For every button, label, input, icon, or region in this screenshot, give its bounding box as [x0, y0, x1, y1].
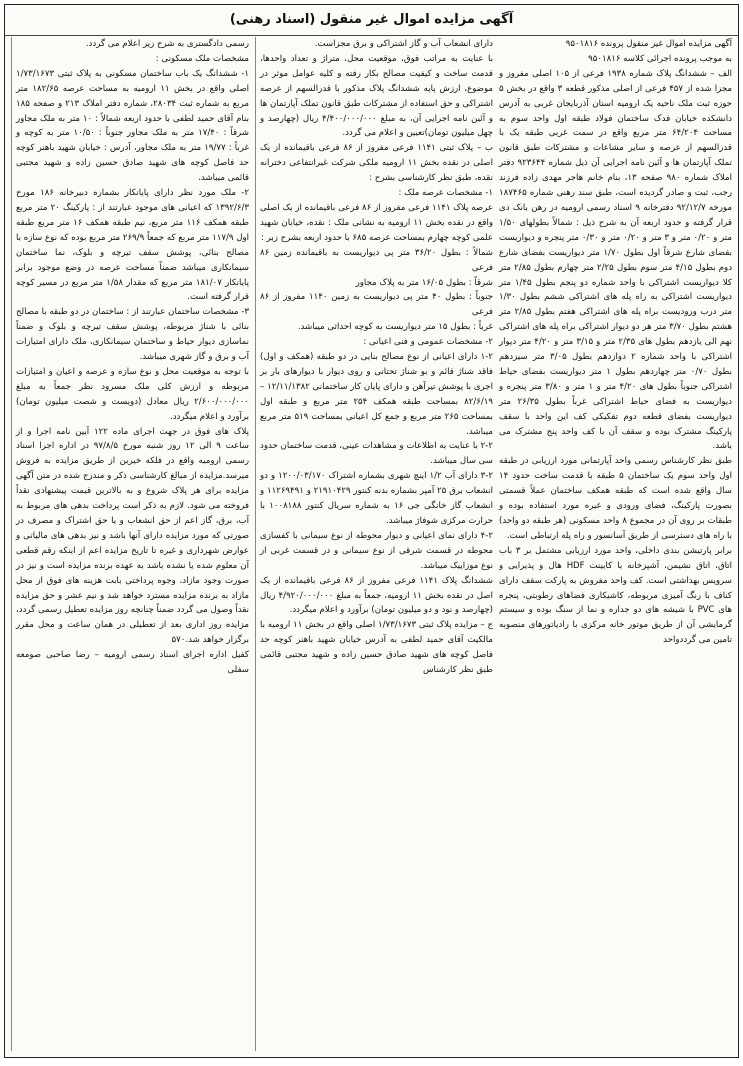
column-right: آگهی مزایده اموال غیر منقول پرونده ۹۵۰۱۸۱۶ به موجب پرونده اجرائی کلاسه ۹۵۰۱۸۱۶ الف – ششدانگ پلاک شماره ۱۹۳۸ فرعی از ۱۰۵ اصلی مفروز و مجزا شده از ۴۵۷ فرعی از اصلی مذکور قطعه ۳ واقع در بخش ۵ حوزه ثبت ملک ناحیه یک ارومیه استان آذربایجان غربی به آدرس دانشکده خیابان فدک ساختمان فولاد طبقه اول واحد سوم به مساحت ۶۴/۲۰۴ متر مربع واقع در سمت غربی طبقه یک با قدرالسهم از عرصه و سایر مشاعات و مشترکات طبق قانون تملک آپارتمان ها و آئین نامه اجرایی آن ذیل شماره ۹۲۳۶۴۴ دفتر املاک شماره ۹۸۰ صفحه ۱۳، بنام خانم هاجر مهدی زاده فرزند رجب، ثبت و صادر گردیده است، طبق سند رهنی شماره ۱۸۷۴۶۵ مورخه ۹۲/۱۲/۷ دفترخانه ۹ اسناد رسمی ارومیه در رهن بانک دی قرار گرفته و حدود اربعه آن به شرح ذیل : شمالاً بطولهای ۱/۵۰ متر و ۰/۲۰ متر و ۳ متر و ۰/۲۰ متر و ۰/۳۰ متر پنجره و دیواریست بفضای شارع شرقاً اول بطول ۱/۷۰ متر دیواریست بفضای شارع دوم بطول ۴/۱۵ متر سوم بطول ۲/۲۵ متر چهارم بطول ۲/۸۵ متر کلا دیواریست اشتراکی با واحد شماره دو پنجم بطول ۱/۴۵ متر دیواریست اشتراکی به راه پله های اشتراکی ششم بطول ۱/۳۰ متر درب ورودیست براه پله های اشتراکی هفتم بطول ۲/۸۵ متر هشتم بطول ۳/۷۰ متر هر دو دیوار اشتراکی براه پله های اشتراکی نهم الی یازدهم بطول های ۲/۳۵ متر و ۳/۱۵ متر و ۴/۲۰ متر دیوار اشتراکی با واحد شماره ۲ دوازدهم بطول ۳/۰۵ متر سیزدهم بطول ۰/۷۰ متر چهاردهم بطول ۱ متر دیواریست بفضای حیاط اشتراکی جنوباً بطول های ۴/۲۰ متر و ۱ متر و ۳/۸۰ متر پنجره و دیواریست به فضای حیاط اشتراکی غرباً بطول ۲۶/۳۵ متر دیواریست بفضای قطعه دوم تفکیکی کف این واحد با سقف پارکینگ مشترک بوده و سقف آن با کف واحد پنج مشترک می باشد. طبق نظر کارشناس رسمی واحد آپارتمانی مورد ارزیابی در طبقه اول واحد سوم یک ساختمان ۵ طبقه با قدمت ساخت حدود ۱۴ سال واقع شده است که طبقه همکف ساختمان عملاً قسمتی بصورت پارکینگ، فضای ورودی و غیره مورد استفاده بوده و طبقات بر روی آن در مجموع ۸ واحد مسکونی (هر طبقه دو واحد) با راه های دسترسی از طریق آسانسور و راه پله ارتباطی است. برابر پارتیشن بندی داخلی، واحد مورد ارزیابی مشتمل بر ۳ باب اتاق، اتاق نشیمن، آشپزخانه با کابینت HDF هال و پذیرایی و سرویس بهداشتی است. کف واحد مفروش به پارکت سقف دارای کناف با رنگ آمیزی مربوطه، کاشیکاری فضاهای رطوبتی، پنجره های PVC با شیشه های دو جداره و نما از سنگ بوده و سیستم گرمایشی آن از طریق موتور خانه مرکزی با رادیاتورهای منصوبه تامین می گرددواحد	[499, 39, 733, 646]
notice-page	[4, 4, 739, 1058]
column-left: رسمی دادگستری به شرح زیر اعلام می گردد. مشخصات ملک مسکونی : ۱- ششدانگ یک باب ساختمان مسکونی به پلاک ثبتی ۱/۷۳/۱۶۷۳ اصلی واقع در بخش ۱۱ ارومیه به مساحت عرصه ۱۸۲/۶۵ متر مربع به شماره ثبت ۲۸۰۳۴، شماره دفتر املاک ۲۱۳ و صفحه ۱۸۵ بنام آقای حمید لطفی با حدود اربعه شمالاً : ۱۰ متر به ملک مجاور شرقاً : ۱۷/۴۰ متر به ملک مجاور جنوباً : ۱۰/۵۰ متر به کوچه و غرباً : ۱۹/۷۷ متر به ملک مجاور، آدرس : خیابان شهید باهنر کوچه حد فاصل کوچه های شهید صادق حسین زاده و شهید مجتبی قائمی میباشد. ۲- ملک مورد نظر دارای پایانکار بشماره دبیرخانه ۱۸۶ مورخ ۱۳۹۲/۶/۳ که اعیانی های موجود عبارتند از : پارکینگ ۲۰ متر مربع طبقه همکف ۱۱۶ متر مربع، نیم طبقه همکف ۱۶ متر مربع طبقه اول ۱۱۷/۹ متر مربع که جمعاً ۲۶۹/۹ متر مربع بوده که نوع سازه با مصالح بنائی، پوشش سقف تیرچه و بلوک، نما ساختمان سیمانکاری میباشد ضمناً مساحت عرصه در وضع موجود برابر پایانکار ۱۸۱/۰۷ متر مربع که مقدار ۱/۵۸ متر مربع در مسیر کوچه قرار گرفته است. ۳- مشخصات ساختمان عبارتند از : ساختمان در دو طبقه با مصالح بنائی با شناژ مربوطه، پوشش سقف تیرچه و بلوک و ضمناً نماسازی دیوار حیاط و ساختمان سیمانکاری، ملک دارای امتیازات آب و برق و گاز شهری میباشد. با توجه به موقعیت محل و نوع سازه و عرصه و اعیان و امتیازات مربوطه و ارزش کلی ملک مسرود نظر جمعاً به مبلغ ۲/۶۰۰/۰۰۰/۰۰۰ ریال معادل (دویست و شصت میلیون تومان) برآورد و اعلام میگردد. پلاک های فوق در جهت اجرای ماده ۱۲۲ آیین نامه اجرا و از ساعت ۹ الی ۱۲ روز شنبه مورخ ۹۷/۸/۵ در اداره اجرا اسناد رسمی ارومیه واقع در فلکه خیرین از طریق مزایده به فروش میرسد.مزایده از مبالغ کارشناسی ذکر و مندرج شده در متن آگهی مزایده برای هر پلاک شروع و به بالاترین قیمت پیشنهادی نقداً فروخته می شود. لازم به ذکر است پرداخت بدهی های مربوط به آب، برق، گاز اعم از حق انشعاب و یا حق اشتراک و مصرف در صورتی که مورد مزایده دارای آنها باشد و نیز بدهی های مالیاتی و عوارض شهرداری و غیره تا تاریخ مزایده اعم از اینکه رقم قطعی آن معلوم شده یا نشده باشد به عهده برنده مزایده است و نیز در صورت وجود مازاد، وجوه پرداختی بابت هزینه های فوق از محل مازاد به برنده مزایده مسترد خواهد شد و نیم عشر و حق مزایده نقداً وصول می گردد ضمناً چنانچه روز مزایده تعطیل رسمی گردد، مزایده روز اداری بعد از تعطیلی در همان ساعت و محل مقرر برگزار خواهد شد.۵۷۰ کفیل اداره اجرای اسناد رسمی ارومیه – رضا صاحبی صومعه سفلی	[11, 37, 249, 1051]
notice-title: آگهی مزایده اموال غیر منقول (اسناد رهنی)	[5, 5, 738, 36]
column-middle: دارای انشعاب آب و گاز اشتراکی و برق مجزاست. با عنایت به مراتب فوق، موقعیت محل، متراژ و تعداد واحدها، قدمت ساخت و کیفیت مصالح بکار رفته و کلیه عوامل موثر در موضوع، ارزش پایه ششدانگ پلاک مذکور با قدرالسهم از عرصه اشتراکی و حق استفاده از مشترکات طبق قانون تملک آپارتمان ها و آئین نامه اجرایی آن، به مبلغ ۴/۴۰۰/۰۰۰/۰۰۰ ریال (چهارصد و چهل میلیون تومان)تعیین و اعلام می گردد. ب – پلاک ثبتی ۱۱۴۱ فرعی مفروز از ۸۶ فرعی باقیمانده از یک اصلی در نقده بخش ۱۱ ارومیه ملکی شرکت غیرانتفاعی دخترانه نقده، طبق نظر کارشناسی بشرح : ۱- مشخصات عرصه ملک : عرصه پلاک ۱۱۴۱ فرعی مفروز از ۸۶ فرعی باقیمانده از یک اصلی واقع در نقده بخش ۱۱ ارومیه به نشانی ملک : نقده، خیابان شهید علمی کوچه چهارم بمساحت عرصه ۶۸۵ با حدود اربعه بشرح زیر : شمالاً : بطول ۳۶/۲۰ متر پی دیواریست به باقیمانده زمین ۸۶ فرعی شرقاً : بطول ۱۶/۰۵ متر به پلاک مجاور جنوباً : بطول ۴۰ متر پی دیواریست به زمین ۱۱۴۰ مفروز از ۸۶ فرعی غرباً : بطول ۱۵ متر دیواریست به کوچه احداثی میباشد. ۲- مشخصات عمومی و فنی اعیانی : ۱-۲ دارای اعیانی از نوع مصالح بنایی در دو طبقه (همکف و اول) فاقد شناژ قائم و بو شناژ تحتانی و روی دیوار با دیوارهای بار بر اجری با پوشش تیرآهن و دارای پایان کار ساختمانی ۱۲/۱۱/۱۳۸۲ – ۸۲/۶/۱۹ بمساحت طبقه همکف ۲۵۴ متر مربع و طبقه اول بمساحت ۲۶۵ متر مربع و جمع کل اعیانی بمساحت ۵۱۹ متر مربع میباشد. ۲-۲ با عنایت به اطلاعات و مشاهدات عینی، قدمت ساختمان حدود سی سال میباشد. ۳-۲ دارای آب ۱/۲ اینچ شهری بشماره اشتراک ۱۲۰۰/۰۳/۱۷۰ و دو انشعاب برق ۲۵ آمپر بشماره بدنه کنتور ۲۱۹۱۰۴۲۹ و ۱۱۲۶۹۴۹۱ و انشعاب گاز خانگی جی ۱۶ به شماره سریال کنتور ۱۰۰۸۱۸۸ با حرارت مرکزی شوفاژ میباشد. ۴-۲ دارای نمای اعیانی و دیوار محوطه از نوع سیمانی با کفسازی محوطه در قسمت شرقی از نوع سیمانی و در قسمت غربی از نوع موزاییک میباشد. ششدانگ پلاک ۱۱۴۱ فرعی مفروز از ۸۶ فرعی باقیمانده از یک اصل در نقده بخش ۱۱ ارومیه، جمعاً به مبلغ ۴/۹۲۰/۰۰۰/۰۰۰ ریال (چهارصد و نود و دو میلیون تومان) برآورد و اعلام میگردد. ج – مزایده پلاک ثبتی ۱/۷۳/۱۶۷۳ اصلی واقع در بخش ۱۱ ارومیه با مالکیت آقای حمید لطفی به آدرس خیابان شهید باهنر کوچه حد فاصل کوچه های شهید صادق حسین زاده و شهید مجتبی قائمی طبق نظر کارشناس	[255, 37, 493, 1051]
notice-columns	[11, 37, 732, 1051]
